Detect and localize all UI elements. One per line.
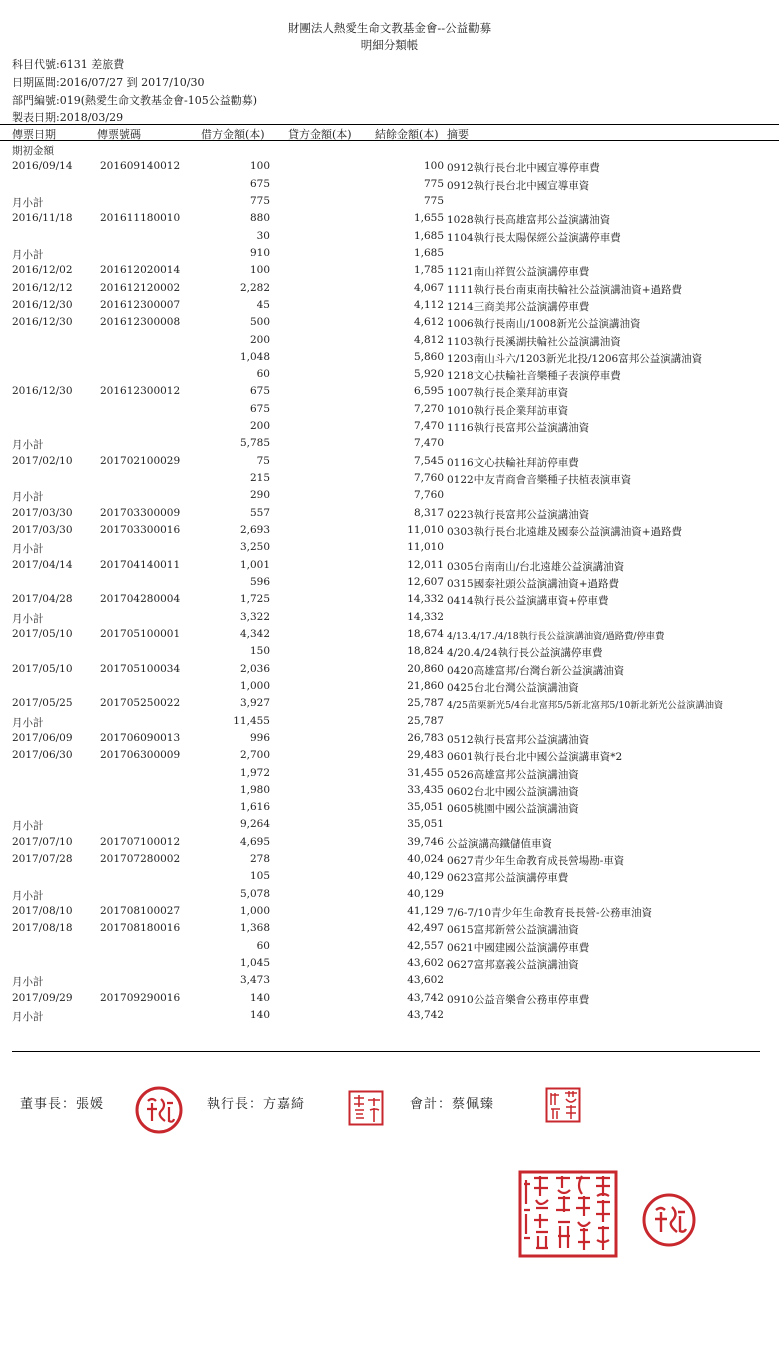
table-row <box>0 957 779 974</box>
chairman-seal-icon <box>134 1085 184 1135</box>
table-row <box>0 541 779 558</box>
row-balance: 43,602 <box>407 974 444 987</box>
row-balance: 41,129 <box>407 905 444 918</box>
row-debit: 1,368 <box>239 922 270 935</box>
row-date: 2017/05/10 <box>12 662 73 675</box>
row-balance: 11,010 <box>407 541 444 554</box>
table-row <box>0 403 779 420</box>
row-memo: 1007執行長企業拜訪車資 <box>447 387 569 400</box>
row-memo: 0116文心扶輪社拜訪停車費 <box>447 456 579 469</box>
row-debit: 2,282 <box>239 281 270 294</box>
table-row <box>0 334 779 351</box>
table-row <box>0 732 779 749</box>
row-memo: 公益演講高鐵儲值車資 <box>447 837 552 850</box>
table-row <box>0 697 779 714</box>
table-row <box>0 1009 779 1026</box>
table-row <box>0 489 779 506</box>
row-memo: 1103執行長溪湖扶輪社公益演講油資 <box>447 335 621 348</box>
row-debit: 60 <box>256 368 270 381</box>
footer-rule <box>12 1051 760 1052</box>
row-voucher: 201612300012 <box>100 385 181 398</box>
row-balance: 43,602 <box>407 957 444 970</box>
table-row <box>0 645 779 662</box>
row-voucher: 201702100029 <box>100 454 181 467</box>
row-balance: 7,470 <box>413 420 444 433</box>
row-memo: 4/20.4/24執行長公益演講停車費 <box>447 647 603 660</box>
table-row <box>0 143 779 160</box>
table-row <box>0 282 779 299</box>
department-code: 部門編號:019(熱愛生命文教基金會-105公益勸募) <box>12 94 257 107</box>
row-balance: 5,860 <box>413 350 444 363</box>
table-row <box>0 749 779 766</box>
row-voucher: 201704280004 <box>100 593 181 606</box>
row-balance: 31,455 <box>407 766 444 779</box>
row-balance: 7,270 <box>413 402 444 415</box>
table-row <box>0 316 779 333</box>
row-balance: 12,607 <box>407 576 444 588</box>
row-memo: 1028執行長高雄富邦公益演講油資 <box>447 214 611 227</box>
row-debit: 1,000 <box>239 905 270 918</box>
col-debit: 借方金額(本) <box>201 128 265 141</box>
row-date: 2017/03/30 <box>12 506 73 519</box>
row-memo: 1203南山斗六/1203新光北投/1206富邦公益演講油資 <box>447 352 703 365</box>
table-row <box>0 160 779 177</box>
col-date: 傳票日期 <box>12 128 56 141</box>
header-top-rule <box>0 124 779 125</box>
row-date: 2017/09/29 <box>12 991 73 1004</box>
row-debit: 910 <box>249 246 270 259</box>
row-date: 2016/12/02 <box>12 264 73 277</box>
row-memo: 0623富邦公益演講停車費 <box>447 872 569 885</box>
row-date: 2017/03/30 <box>12 524 73 537</box>
table-row <box>0 385 779 402</box>
row-balance: 14,332 <box>407 610 444 623</box>
row-balance: 40,024 <box>407 853 444 866</box>
table-row <box>0 437 779 454</box>
accountant-seal-icon <box>545 1087 581 1123</box>
table-row <box>0 524 779 541</box>
row-balance: 33,435 <box>407 783 444 796</box>
table-row <box>0 992 779 1009</box>
row-memo: 0414執行長公益演講車資+停車費 <box>447 595 609 608</box>
row-balance: 1,785 <box>413 264 444 277</box>
col-balance: 結餘金額(本) <box>375 128 439 141</box>
row-debit: 30 <box>256 229 270 242</box>
row-voucher: 201612300008 <box>100 316 181 329</box>
header-bottom-rule <box>0 140 779 141</box>
row-date: 2017/07/10 <box>12 835 73 848</box>
row-debit: 1,000 <box>239 679 270 692</box>
row-balance: 6,595 <box>413 385 444 398</box>
row-debit: 150 <box>249 645 270 658</box>
row-date: 2017/08/10 <box>12 905 73 918</box>
row-voucher: 201708180016 <box>100 922 181 935</box>
row-balance: 775 <box>423 177 444 190</box>
row-debit: 1,048 <box>239 350 270 363</box>
ceo-signature-label: 執行長：方嘉綺 <box>207 1097 306 1112</box>
row-debit: 215 <box>249 472 270 485</box>
row-balance: 35,051 <box>407 801 444 814</box>
row-memo: 1104執行長太陽保經公益演講停車費 <box>447 231 621 244</box>
row-date: 月小計 <box>12 1011 44 1023</box>
row-balance: 25,787 <box>407 714 444 727</box>
row-debit: 675 <box>249 402 270 415</box>
table-row <box>0 420 779 437</box>
row-date: 月小計 <box>12 612 44 625</box>
row-debit: 1,616 <box>239 801 270 814</box>
row-memo: 4/13.4/17./4/18執行長公益演講油資/過路費/停車費 <box>447 630 665 642</box>
table-row <box>0 593 779 610</box>
row-debit: 675 <box>249 385 270 398</box>
row-balance: 7,760 <box>413 472 444 485</box>
row-memo: 0602台北中國公益演講油資 <box>447 785 579 798</box>
row-memo: 0627富邦嘉義公益演講油資 <box>447 959 579 972</box>
row-memo: 7/6-7/10青少年生命教育長長營-公務車油資 <box>447 907 653 920</box>
row-balance: 8,317 <box>413 506 444 519</box>
row-balance: 20,860 <box>407 662 444 675</box>
row-debit: 3,322 <box>239 610 270 623</box>
row-memo: 0425台北台灣公益演講油資 <box>447 681 579 694</box>
row-date: 月小計 <box>12 889 44 902</box>
row-memo: 0621中國建國公益演講停車費 <box>447 941 590 954</box>
table-row <box>0 212 779 229</box>
row-balance: 18,674 <box>407 627 444 640</box>
row-date: 月小計 <box>12 248 44 261</box>
row-date: 2016/12/30 <box>12 298 73 311</box>
row-date: 2017/07/28 <box>12 853 73 866</box>
row-debit: 200 <box>249 420 270 433</box>
report-date: 製表日期:2018/03/29 <box>12 111 124 124</box>
table-row <box>0 247 779 264</box>
row-debit: 11,455 <box>233 714 270 727</box>
table-row <box>0 870 779 887</box>
chairman-seal-2-icon <box>641 1192 697 1248</box>
table-row <box>0 940 779 957</box>
row-debit: 3,250 <box>239 541 270 554</box>
row-balance: 100 <box>423 160 444 173</box>
row-balance: 7,760 <box>413 489 444 502</box>
row-balance: 4,812 <box>413 333 444 346</box>
row-date: 月小計 <box>12 543 44 556</box>
table-row <box>0 628 779 645</box>
row-memo: 0512執行長富邦公益演講油資 <box>447 733 590 746</box>
row-memo: 0605桃園中國公益演講油資 <box>447 803 579 816</box>
table-row <box>0 767 779 784</box>
row-memo: 0122中友青商會音樂種子扶植表演車資 <box>447 474 632 487</box>
row-debit: 60 <box>256 939 270 952</box>
table-row <box>0 368 779 385</box>
row-date: 2017/04/14 <box>12 558 73 571</box>
row-balance: 4,612 <box>413 316 444 329</box>
table-row <box>0 472 779 489</box>
row-date: 期初金額 <box>12 145 54 157</box>
row-debit: 2,693 <box>239 524 270 537</box>
row-balance: 1,685 <box>413 229 444 242</box>
table-row <box>0 888 779 905</box>
row-voucher: 201612020014 <box>100 264 181 277</box>
row-date: 2016/09/14 <box>12 160 73 173</box>
row-memo: 0627青少年生命教育成長營場勘-車資 <box>447 855 625 868</box>
row-balance: 18,824 <box>407 645 444 658</box>
row-debit: 4,695 <box>239 835 270 848</box>
row-debit: 1,980 <box>239 783 270 796</box>
row-memo: 0223執行長富邦公益演講油資 <box>447 508 590 521</box>
table-header <box>0 126 779 140</box>
row-debit: 1,045 <box>239 957 270 970</box>
col-voucher: 傳票號碼 <box>97 128 141 141</box>
table-row <box>0 853 779 870</box>
row-debit: 1,001 <box>239 558 270 571</box>
row-debit: 75 <box>256 454 270 467</box>
table-row <box>0 818 779 835</box>
row-debit: 9,264 <box>239 818 270 831</box>
col-credit: 貸方金額(本) <box>288 128 352 141</box>
row-debit: 3,473 <box>239 974 270 987</box>
row-balance: 7,545 <box>413 454 444 467</box>
row-memo: 1121南山祥賀公益演講停車費 <box>447 266 590 279</box>
row-date: 2017/06/09 <box>12 731 73 744</box>
table-row <box>0 576 779 593</box>
row-date: 2017/05/10 <box>12 627 73 640</box>
row-memo: 1218文心扶輪社音樂種子表演停車費 <box>447 370 621 383</box>
row-balance: 43,742 <box>407 991 444 1004</box>
row-balance: 775 <box>423 194 444 207</box>
row-debit: 996 <box>249 731 270 744</box>
row-balance: 4,067 <box>413 281 444 294</box>
accountant-signature-label: 會計：蔡佩臻 <box>410 1097 495 1112</box>
row-voucher: 201705100001 <box>100 627 181 640</box>
table-row <box>0 801 779 818</box>
row-memo: 0303執行長台北遠雄及國泰公益演講油資+過路費 <box>447 526 683 539</box>
row-balance: 39,746 <box>407 835 444 848</box>
col-memo: 摘要 <box>447 128 469 141</box>
row-date: 2016/12/30 <box>12 385 73 398</box>
table-row <box>0 264 779 281</box>
row-debit: 4,342 <box>239 627 270 640</box>
table-row <box>0 230 779 247</box>
row-debit: 500 <box>249 316 270 329</box>
row-memo: 0420高雄富邦/台灣台新公益演講油資 <box>447 664 625 677</box>
row-memo: 1111執行長台南東南扶輪社公益演講油資+過路費 <box>447 283 683 296</box>
table-row <box>0 351 779 368</box>
table-row <box>0 455 779 472</box>
row-debit: 45 <box>256 298 270 311</box>
report-title: 財團法人熱愛生命文教基金會--公益勸募 <box>287 21 492 35</box>
row-debit: 105 <box>249 870 270 883</box>
row-date: 月小計 <box>12 716 44 729</box>
row-memo: 4/25苗栗新光5/4台北富邦5/5新北富邦5/10新北新光公益演講油資 <box>447 700 724 712</box>
row-voucher: 201709290016 <box>100 991 181 1004</box>
row-memo: 1006執行長南山/1008新光公益演講油資 <box>447 318 641 331</box>
row-debit: 557 <box>249 506 270 519</box>
row-date: 2016/12/12 <box>12 281 73 294</box>
chairman-signature-label: 董事長：張媛 <box>20 1097 105 1112</box>
row-date: 月小計 <box>12 196 44 209</box>
row-voucher: 201703300016 <box>100 524 181 537</box>
table-row <box>0 178 779 195</box>
table-row <box>0 559 779 576</box>
table-row <box>0 974 779 991</box>
table-row <box>0 507 779 524</box>
row-date: 月小計 <box>12 976 44 989</box>
row-memo: 0601執行長台北中國公益演講車資*2 <box>447 751 623 764</box>
row-voucher: 201707280002 <box>100 853 181 866</box>
row-voucher: 201708100027 <box>100 905 181 918</box>
row-voucher: 201707100012 <box>100 835 181 848</box>
foundation-seal-icon <box>518 1170 618 1258</box>
row-date: 2016/11/18 <box>12 212 73 225</box>
row-balance: 12,011 <box>407 558 444 571</box>
row-balance: 35,051 <box>407 818 444 831</box>
row-voucher: 201703300009 <box>100 506 181 519</box>
row-balance: 5,920 <box>413 368 444 381</box>
date-range: 日期區間:2016/07/27 到 2017/10/30 <box>12 76 205 89</box>
row-debit: 200 <box>249 333 270 346</box>
row-memo: 0910公益音樂會公務車停車費 <box>447 993 590 1006</box>
row-voucher: 201706090013 <box>100 731 181 744</box>
table-row <box>0 299 779 316</box>
row-balance: 21,860 <box>407 679 444 692</box>
ceo-seal-icon <box>348 1090 384 1126</box>
row-balance: 29,483 <box>407 749 444 762</box>
row-voucher: 201612300007 <box>100 298 181 311</box>
row-debit: 1,725 <box>239 593 270 606</box>
row-debit: 100 <box>249 264 270 277</box>
row-memo: 1010執行長企業拜訪車資 <box>447 404 569 417</box>
row-memo: 0305台南南山/台北遠雄公益演講油資 <box>447 560 625 573</box>
row-balance: 7,470 <box>413 437 444 450</box>
row-debit: 596 <box>249 576 270 588</box>
row-debit: 1,972 <box>239 766 270 779</box>
row-balance: 40,129 <box>407 870 444 883</box>
table-row <box>0 680 779 697</box>
row-memo: 1116執行長富邦公益演講油資 <box>447 422 590 435</box>
row-debit: 3,927 <box>239 697 270 710</box>
row-voucher: 201705250022 <box>100 697 181 710</box>
row-balance: 42,497 <box>407 922 444 935</box>
row-balance: 1,685 <box>413 246 444 259</box>
table-row <box>0 905 779 922</box>
row-debit: 140 <box>249 1009 270 1021</box>
row-date: 2016/12/30 <box>12 316 73 329</box>
table-row <box>0 611 779 628</box>
row-memo: 0615富邦新營公益演講油資 <box>447 924 579 937</box>
row-voucher: 201704140011 <box>100 558 181 571</box>
row-balance: 40,129 <box>407 887 444 900</box>
table-row <box>0 922 779 939</box>
row-memo: 0315國泰社頭公益演講油資+過路費 <box>447 578 620 590</box>
row-voucher: 201611180010 <box>100 212 181 225</box>
table-row <box>0 784 779 801</box>
row-date: 月小計 <box>12 491 44 504</box>
row-voucher: 201612120002 <box>100 281 181 294</box>
row-balance: 4,112 <box>413 298 444 311</box>
row-balance: 14,332 <box>407 593 444 606</box>
row-date: 2017/04/28 <box>12 593 73 606</box>
row-date: 月小計 <box>12 820 44 833</box>
row-debit: 5,078 <box>239 887 270 900</box>
table-row <box>0 836 779 853</box>
subject-code: 科目代號:6131 差旅費 <box>12 58 125 71</box>
row-date: 2017/06/30 <box>12 749 73 762</box>
row-date: 2017/05/25 <box>12 697 73 710</box>
row-balance: 1,655 <box>413 212 444 225</box>
row-balance: 26,783 <box>407 731 444 744</box>
table-row <box>0 663 779 680</box>
row-voucher: 201609140012 <box>100 160 181 173</box>
row-balance: 43,742 <box>407 1009 444 1021</box>
row-debit: 290 <box>249 489 270 502</box>
table-row <box>0 715 779 732</box>
row-voucher: 201706300009 <box>100 749 181 762</box>
row-debit: 140 <box>249 991 270 1004</box>
row-balance: 42,557 <box>407 939 444 952</box>
row-voucher: 201705100034 <box>100 662 181 675</box>
row-balance: 25,787 <box>407 697 444 710</box>
row-memo: 0912執行長台北中國宣導車資 <box>447 179 590 192</box>
row-memo: 1214三商美邦公益演講停車費 <box>447 300 590 313</box>
row-balance: 11,010 <box>407 524 444 537</box>
table-row <box>0 195 779 212</box>
row-date: 月小計 <box>12 439 44 452</box>
row-debit: 675 <box>249 177 270 190</box>
report-subtitle: 明細分類帳 <box>360 38 419 52</box>
row-debit: 2,700 <box>239 749 270 762</box>
row-debit: 775 <box>249 194 270 207</box>
row-debit: 100 <box>249 160 270 173</box>
row-debit: 880 <box>249 212 270 225</box>
row-date: 2017/02/10 <box>12 454 73 467</box>
row-date: 2017/08/18 <box>12 922 73 935</box>
row-debit: 2,036 <box>239 662 270 675</box>
row-memo: 0912執行長台北中國宣導停車費 <box>447 162 600 175</box>
row-debit: 278 <box>249 853 270 866</box>
row-memo: 0526高雄富邦公益演講油資 <box>447 768 579 781</box>
row-debit: 5,785 <box>239 437 270 450</box>
